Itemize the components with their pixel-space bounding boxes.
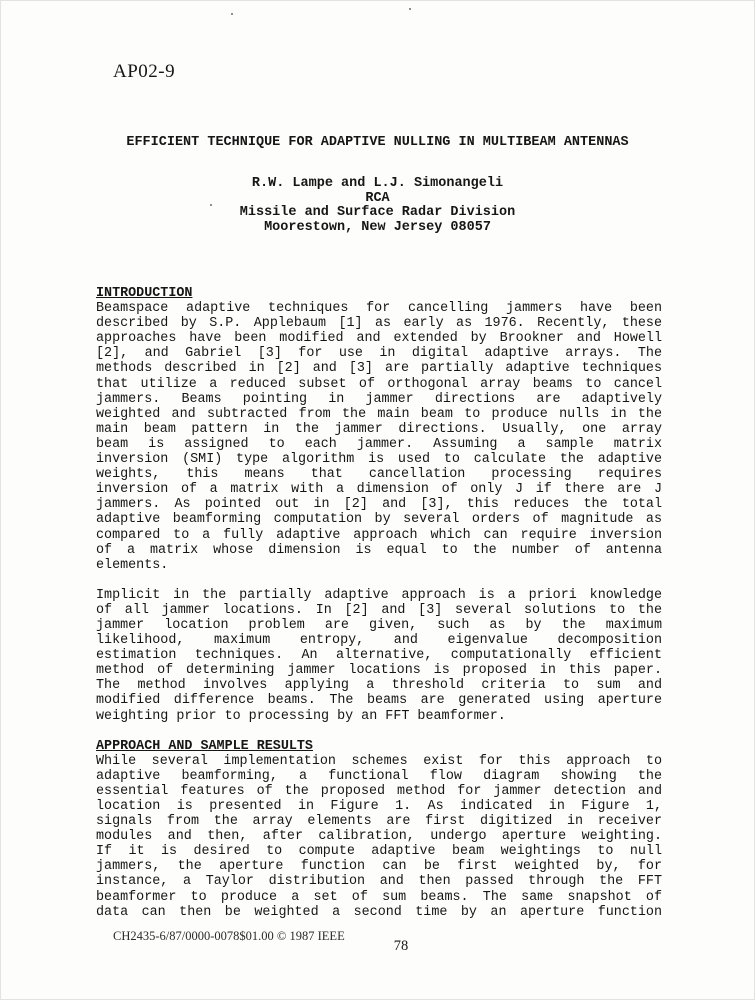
text-line: compared to a fully adaptive approach which can require inversion xyxy=(96,527,662,543)
text-line: that utilize a reduced subset of orthogonal array beams to cancel xyxy=(96,376,662,392)
text-line: main beam pattern in the jammer directions. Usually, one array xyxy=(96,421,662,437)
text-line: beamformer to produce a set of sum beams. The same snapshot of xyxy=(96,889,662,905)
copyright-line: CH2435-6/87/0000-0078$01.00 © 1987 IEEE xyxy=(113,929,345,943)
paper-title: EFFICIENT TECHNIQUE FOR ADAPTIVE NULLING IN MULTIBEAM ANTENNAS xyxy=(126,135,629,150)
text-line: weights, this means that cancellation processing requires xyxy=(96,467,662,483)
page-number: 78 xyxy=(393,938,409,954)
text-line: inversion of a matrix with a dimension of only J if there are J xyxy=(96,482,662,498)
paragraph xyxy=(96,301,662,573)
document-body xyxy=(96,286,662,935)
text-line: jammers. Beams pointing in jammer directions are adaptively xyxy=(96,391,662,407)
author-names: R.W. Lampe and L.J. Simonangeli xyxy=(251,176,504,191)
text-line: modified difference beams. The beams are generated using aperture xyxy=(96,693,662,709)
paragraph xyxy=(96,588,662,724)
text-line: Implicit in the partially adaptive approach is a priori knowledge xyxy=(96,587,662,603)
text-line: elements. xyxy=(96,557,169,573)
text-line: described by S.P. Applebaum [1] as early as 1976. Recently, these xyxy=(96,316,662,332)
text-line: estimation techniques. An alternative, computationally efficient xyxy=(96,648,662,664)
text-line: methods described in [2] and [3] are partially adaptive techniques xyxy=(96,361,662,377)
text-line: adaptive beamforming, a functional flow diagram showing the xyxy=(96,768,662,784)
text-line: inversion (SMI) type algorithm is used to calculate the adaptive xyxy=(96,452,662,468)
text-line: signals from the array elements are first digitized in receiver xyxy=(96,814,662,830)
text-line: [2], and Gabriel [3] for use in digital adaptive arrays. The xyxy=(96,346,662,362)
text-line: location is presented in Figure 1. As indicated in Figure 1, xyxy=(96,799,662,814)
text-line: adaptive beamforming computation by several orders of magnitude as xyxy=(96,512,662,528)
section-heading: INTRODUCTION xyxy=(96,286,193,301)
text-line: jammer location problem are given, such as by the maximum xyxy=(96,617,662,633)
text-line: jammers, the aperture function can be first weighted by, for xyxy=(96,859,662,875)
text-line: likelihood, maximum entropy, and eigenvalue decomposition xyxy=(96,633,662,649)
paragraph xyxy=(96,754,662,920)
author-affiliation: RCA xyxy=(365,190,390,206)
text-line: Beamspace adaptive techniques for cancelling jammers have been xyxy=(96,301,662,317)
text-line: If it is desired to compute adaptive beam weightings to null xyxy=(96,844,662,860)
scan-speck xyxy=(231,13,233,15)
text-line: approaches have been modified and extended by Brookner and Howell xyxy=(96,331,662,347)
text-line: essential features of the proposed method for jammer detection and xyxy=(96,783,662,799)
text-line: of all jammer locations. In [2] and [3] several solutions to the xyxy=(96,602,662,618)
text-line: While several implementation schemes exist for this approach to xyxy=(96,753,662,769)
text-line: jammers. As pointed out in [2] and [3], this reduces the total xyxy=(96,497,662,513)
text-line: beam is assigned to each jammer. Assuming a sample matrix xyxy=(96,436,662,452)
text-line: modules and then, after calibration, undergo aperture weighting. xyxy=(96,829,662,845)
text-line: of a matrix whose dimension is equal to the number of antenna xyxy=(96,542,662,558)
text-line: method of determining jammer locations is proposed in this paper. xyxy=(96,663,662,679)
text-line: weighted and subtracted from the main beam to produce nulls in the xyxy=(96,406,662,422)
text-line: weighting prior to processing by an FFT beamformer. xyxy=(96,708,506,724)
section-heading: APPROACH AND SAMPLE RESULTS xyxy=(96,738,313,754)
author-block xyxy=(1,177,754,235)
author-address: Moorestown, New Jersey 08057 xyxy=(264,219,491,235)
text-line: The method involves applying a threshold criteria to sum and xyxy=(96,678,662,694)
author-division: Missile and Surface Radar Division xyxy=(239,205,516,221)
text-line: instance, a Taylor distribution and then passed through the FFT xyxy=(96,874,662,890)
text-line: data can then be weighted a second time by an aperture function xyxy=(96,904,662,920)
scan-speck xyxy=(409,8,411,10)
paper-code: AP02-9 xyxy=(113,61,176,82)
